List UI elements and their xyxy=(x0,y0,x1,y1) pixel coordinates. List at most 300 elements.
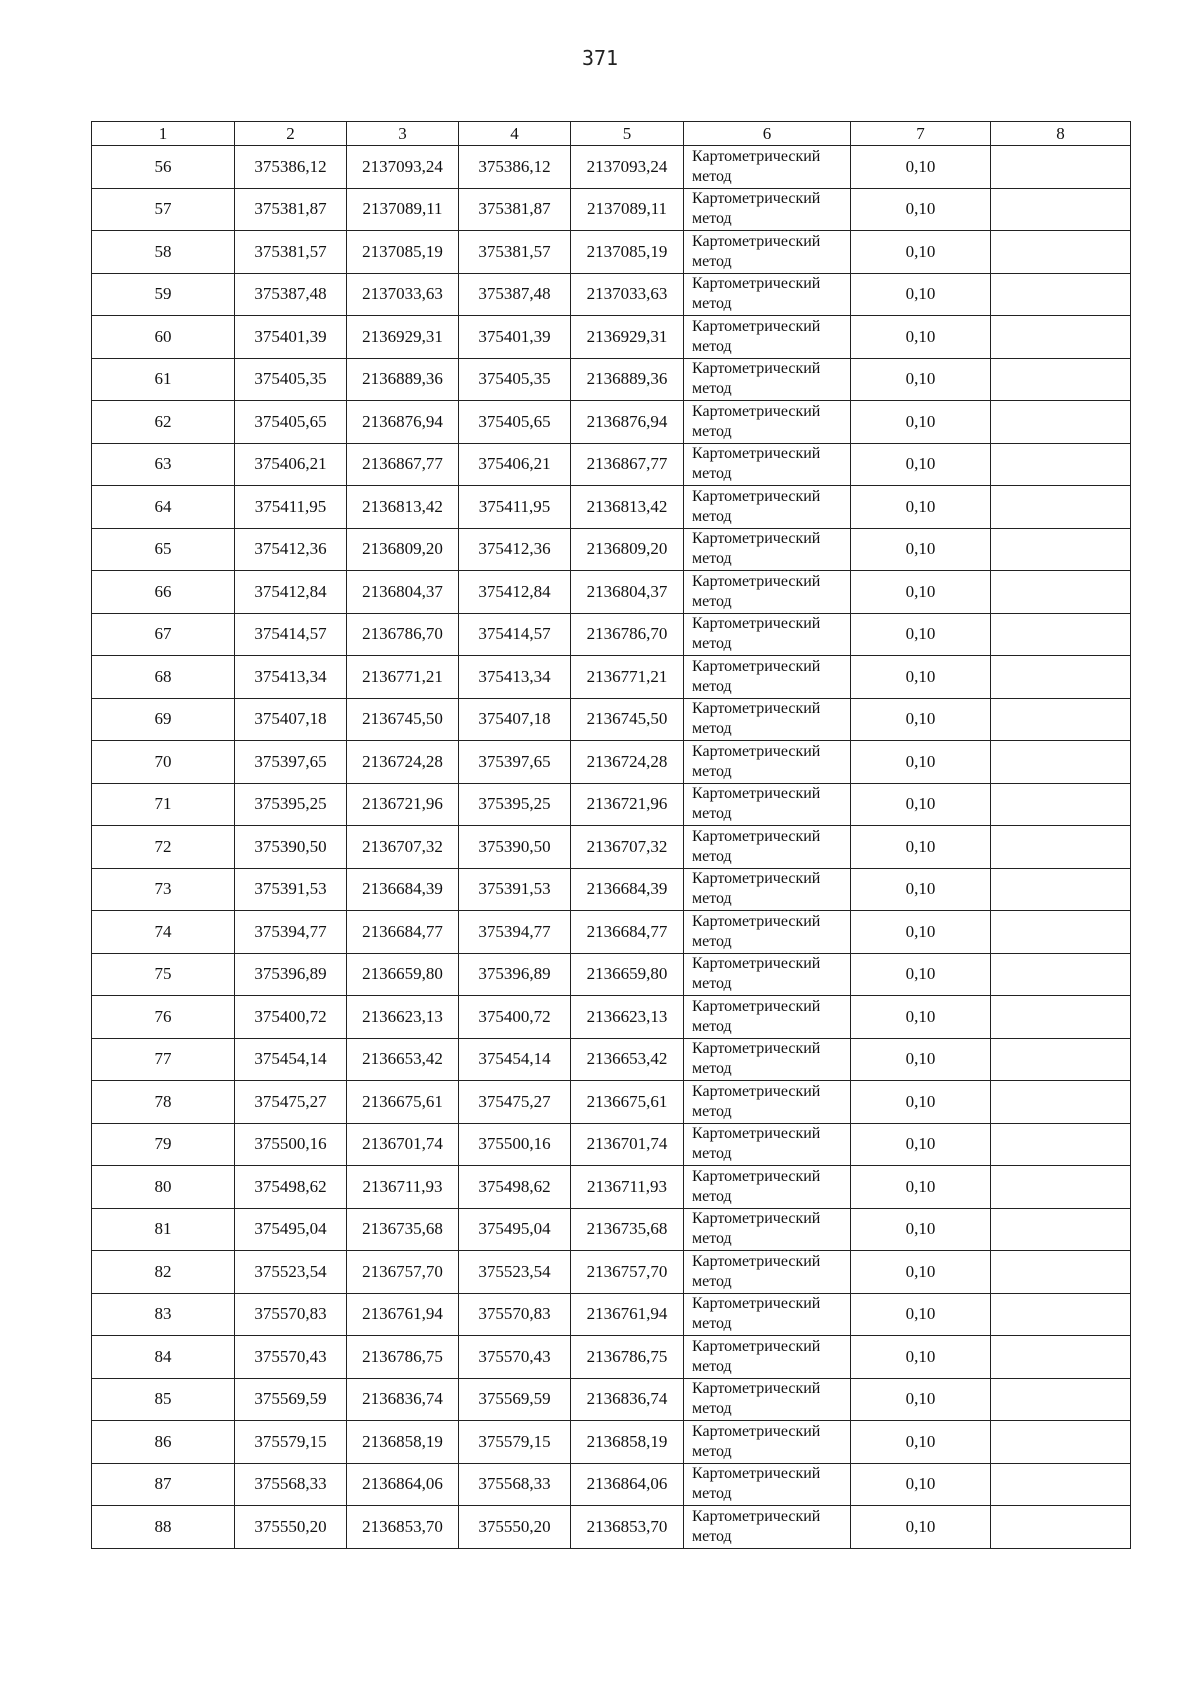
note-cell xyxy=(991,1421,1131,1464)
point-number-cell: 86 xyxy=(92,1421,235,1464)
x-coordinate-cell: 375495,04 xyxy=(235,1208,347,1251)
x-coordinate-cell: 375406,21 xyxy=(459,443,571,486)
method-cell: Картометрический метод xyxy=(684,1293,851,1336)
point-number-cell: 72 xyxy=(92,826,235,869)
x-coordinate-cell: 375569,59 xyxy=(235,1378,347,1421)
y-coordinate-cell: 2136813,42 xyxy=(571,486,684,529)
y-coordinate-cell: 2136876,94 xyxy=(571,401,684,444)
note-cell xyxy=(991,783,1131,826)
x-coordinate-cell: 375387,48 xyxy=(459,273,571,316)
y-coordinate-cell: 2136853,70 xyxy=(347,1506,459,1549)
note-cell xyxy=(991,273,1131,316)
y-coordinate-cell: 2136707,32 xyxy=(571,826,684,869)
accuracy-cell: 0,10 xyxy=(851,1166,991,1209)
y-coordinate-cell: 2136711,93 xyxy=(571,1166,684,1209)
y-coordinate-cell: 2136653,42 xyxy=(347,1038,459,1081)
y-coordinate-cell: 2136786,70 xyxy=(571,613,684,656)
x-coordinate-cell: 375475,27 xyxy=(459,1081,571,1124)
x-coordinate-cell: 375570,83 xyxy=(235,1293,347,1336)
accuracy-cell: 0,10 xyxy=(851,401,991,444)
x-coordinate-cell: 375412,36 xyxy=(459,528,571,571)
accuracy-cell: 0,10 xyxy=(851,146,991,189)
table-row xyxy=(92,1421,1131,1464)
point-number-cell: 71 xyxy=(92,783,235,826)
method-cell: Картометрический метод xyxy=(684,911,851,954)
y-coordinate-cell: 2136761,94 xyxy=(571,1293,684,1336)
y-coordinate-cell: 2136889,36 xyxy=(571,358,684,401)
table-row xyxy=(92,571,1131,614)
point-number-cell: 62 xyxy=(92,401,235,444)
column-header: 7 xyxy=(851,122,991,146)
method-cell: Картометрический метод xyxy=(684,358,851,401)
x-coordinate-cell: 375381,57 xyxy=(235,231,347,274)
point-number-cell: 87 xyxy=(92,1463,235,1506)
method-cell: Картометрический метод xyxy=(684,953,851,996)
y-coordinate-cell: 2136745,50 xyxy=(571,698,684,741)
x-coordinate-cell: 375414,57 xyxy=(459,613,571,656)
y-coordinate-cell: 2136786,70 xyxy=(347,613,459,656)
table-row xyxy=(92,911,1131,954)
y-coordinate-cell: 2136701,74 xyxy=(347,1123,459,1166)
point-number-cell: 81 xyxy=(92,1208,235,1251)
method-cell: Картометрический метод xyxy=(684,273,851,316)
point-number-cell: 60 xyxy=(92,316,235,359)
y-coordinate-cell: 2136653,42 xyxy=(571,1038,684,1081)
accuracy-cell: 0,10 xyxy=(851,1038,991,1081)
column-header: 8 xyxy=(991,122,1131,146)
point-number-cell: 83 xyxy=(92,1293,235,1336)
x-coordinate-cell: 375569,59 xyxy=(459,1378,571,1421)
method-cell: Картометрический метод xyxy=(684,1081,851,1124)
x-coordinate-cell: 375396,89 xyxy=(459,953,571,996)
x-coordinate-cell: 375570,83 xyxy=(459,1293,571,1336)
note-cell xyxy=(991,443,1131,486)
x-coordinate-cell: 375405,35 xyxy=(459,358,571,401)
accuracy-cell: 0,10 xyxy=(851,1293,991,1336)
method-cell: Картометрический метод xyxy=(684,486,851,529)
y-coordinate-cell: 2136623,13 xyxy=(347,996,459,1039)
x-coordinate-cell: 375405,35 xyxy=(235,358,347,401)
y-coordinate-cell: 2136684,77 xyxy=(571,911,684,954)
accuracy-cell: 0,10 xyxy=(851,613,991,656)
method-cell: Картометрический метод xyxy=(684,528,851,571)
accuracy-cell: 0,10 xyxy=(851,273,991,316)
method-cell: Картометрический метод xyxy=(684,1251,851,1294)
method-cell: Картометрический метод xyxy=(684,656,851,699)
x-coordinate-cell: 375411,95 xyxy=(235,486,347,529)
x-coordinate-cell: 375386,12 xyxy=(235,146,347,189)
x-coordinate-cell: 375381,87 xyxy=(459,188,571,231)
accuracy-cell: 0,10 xyxy=(851,656,991,699)
table-header-row xyxy=(92,122,1131,146)
accuracy-cell: 0,10 xyxy=(851,528,991,571)
x-coordinate-cell: 375401,39 xyxy=(459,316,571,359)
x-coordinate-cell: 375407,18 xyxy=(235,698,347,741)
table-row xyxy=(92,1378,1131,1421)
accuracy-cell: 0,10 xyxy=(851,996,991,1039)
x-coordinate-cell: 375386,12 xyxy=(459,146,571,189)
point-number-cell: 69 xyxy=(92,698,235,741)
column-header: 4 xyxy=(459,122,571,146)
note-cell xyxy=(991,1251,1131,1294)
x-coordinate-cell: 375412,36 xyxy=(235,528,347,571)
table-row xyxy=(92,358,1131,401)
x-coordinate-cell: 375550,20 xyxy=(459,1506,571,1549)
accuracy-cell: 0,10 xyxy=(851,231,991,274)
point-number-cell: 61 xyxy=(92,358,235,401)
y-coordinate-cell: 2136889,36 xyxy=(347,358,459,401)
x-coordinate-cell: 375390,50 xyxy=(459,826,571,869)
y-coordinate-cell: 2136929,31 xyxy=(571,316,684,359)
note-cell xyxy=(991,996,1131,1039)
table-row xyxy=(92,741,1131,784)
accuracy-cell: 0,10 xyxy=(851,571,991,614)
y-coordinate-cell: 2137033,63 xyxy=(347,273,459,316)
note-cell xyxy=(991,528,1131,571)
table-row xyxy=(92,528,1131,571)
table-row xyxy=(92,953,1131,996)
accuracy-cell: 0,10 xyxy=(851,1506,991,1549)
x-coordinate-cell: 375500,16 xyxy=(459,1123,571,1166)
y-coordinate-cell: 2136675,61 xyxy=(347,1081,459,1124)
x-coordinate-cell: 375579,15 xyxy=(459,1421,571,1464)
table-body xyxy=(92,146,1131,1549)
accuracy-cell: 0,10 xyxy=(851,443,991,486)
x-coordinate-cell: 375475,27 xyxy=(235,1081,347,1124)
x-coordinate-cell: 375396,89 xyxy=(235,953,347,996)
method-cell: Картометрический метод xyxy=(684,698,851,741)
y-coordinate-cell: 2136786,75 xyxy=(347,1336,459,1379)
table-row xyxy=(92,188,1131,231)
accuracy-cell: 0,10 xyxy=(851,1463,991,1506)
note-cell xyxy=(991,1166,1131,1209)
column-header: 1 xyxy=(92,122,235,146)
point-number-cell: 57 xyxy=(92,188,235,231)
x-coordinate-cell: 375568,33 xyxy=(459,1463,571,1506)
x-coordinate-cell: 375394,77 xyxy=(235,911,347,954)
method-cell: Картометрический метод xyxy=(684,316,851,359)
x-coordinate-cell: 375568,33 xyxy=(235,1463,347,1506)
point-number-cell: 78 xyxy=(92,1081,235,1124)
note-cell xyxy=(991,316,1131,359)
y-coordinate-cell: 2137089,11 xyxy=(571,188,684,231)
x-coordinate-cell: 375405,65 xyxy=(235,401,347,444)
y-coordinate-cell: 2136876,94 xyxy=(347,401,459,444)
table-row xyxy=(92,316,1131,359)
y-coordinate-cell: 2136804,37 xyxy=(347,571,459,614)
table-row xyxy=(92,613,1131,656)
y-coordinate-cell: 2136684,39 xyxy=(347,868,459,911)
y-coordinate-cell: 2136771,21 xyxy=(571,656,684,699)
table-row xyxy=(92,783,1131,826)
table-row xyxy=(92,443,1131,486)
y-coordinate-cell: 2136771,21 xyxy=(347,656,459,699)
note-cell xyxy=(991,1463,1131,1506)
x-coordinate-cell: 375407,18 xyxy=(459,698,571,741)
method-cell: Картометрический метод xyxy=(684,443,851,486)
x-coordinate-cell: 375391,53 xyxy=(459,868,571,911)
point-number-cell: 65 xyxy=(92,528,235,571)
note-cell xyxy=(991,911,1131,954)
point-number-cell: 58 xyxy=(92,231,235,274)
x-coordinate-cell: 375391,53 xyxy=(235,868,347,911)
y-coordinate-cell: 2136757,70 xyxy=(347,1251,459,1294)
y-coordinate-cell: 2136707,32 xyxy=(347,826,459,869)
table-row xyxy=(92,868,1131,911)
note-cell xyxy=(991,571,1131,614)
method-cell: Картометрический метод xyxy=(684,1166,851,1209)
y-coordinate-cell: 2137033,63 xyxy=(571,273,684,316)
table-row xyxy=(92,231,1131,274)
y-coordinate-cell: 2136809,20 xyxy=(571,528,684,571)
y-coordinate-cell: 2136858,19 xyxy=(571,1421,684,1464)
accuracy-cell: 0,10 xyxy=(851,1336,991,1379)
table-row xyxy=(92,273,1131,316)
note-cell xyxy=(991,1208,1131,1251)
y-coordinate-cell: 2136853,70 xyxy=(571,1506,684,1549)
x-coordinate-cell: 375395,25 xyxy=(459,783,571,826)
x-coordinate-cell: 375500,16 xyxy=(235,1123,347,1166)
x-coordinate-cell: 375570,43 xyxy=(235,1336,347,1379)
y-coordinate-cell: 2137085,19 xyxy=(571,231,684,274)
y-coordinate-cell: 2136721,96 xyxy=(571,783,684,826)
x-coordinate-cell: 375523,54 xyxy=(235,1251,347,1294)
table-row xyxy=(92,146,1131,189)
method-cell: Картометрический метод xyxy=(684,1463,851,1506)
table-row xyxy=(92,401,1131,444)
y-coordinate-cell: 2136867,77 xyxy=(347,443,459,486)
accuracy-cell: 0,10 xyxy=(851,358,991,401)
y-coordinate-cell: 2136721,96 xyxy=(347,783,459,826)
point-number-cell: 67 xyxy=(92,613,235,656)
accuracy-cell: 0,10 xyxy=(851,1378,991,1421)
x-coordinate-cell: 375381,87 xyxy=(235,188,347,231)
accuracy-cell: 0,10 xyxy=(851,783,991,826)
note-cell xyxy=(991,656,1131,699)
method-cell: Картометрический метод xyxy=(684,146,851,189)
note-cell xyxy=(991,1378,1131,1421)
point-number-cell: 74 xyxy=(92,911,235,954)
x-coordinate-cell: 375387,48 xyxy=(235,273,347,316)
note-cell xyxy=(991,1123,1131,1166)
y-coordinate-cell: 2136735,68 xyxy=(571,1208,684,1251)
point-number-cell: 64 xyxy=(92,486,235,529)
x-coordinate-cell: 375523,54 xyxy=(459,1251,571,1294)
y-coordinate-cell: 2136757,70 xyxy=(571,1251,684,1294)
x-coordinate-cell: 375397,65 xyxy=(459,741,571,784)
table-row xyxy=(92,1166,1131,1209)
y-coordinate-cell: 2136675,61 xyxy=(571,1081,684,1124)
point-number-cell: 59 xyxy=(92,273,235,316)
y-coordinate-cell: 2136711,93 xyxy=(347,1166,459,1209)
x-coordinate-cell: 375400,72 xyxy=(459,996,571,1039)
accuracy-cell: 0,10 xyxy=(851,486,991,529)
y-coordinate-cell: 2136858,19 xyxy=(347,1421,459,1464)
accuracy-cell: 0,10 xyxy=(851,1081,991,1124)
x-coordinate-cell: 375413,34 xyxy=(459,656,571,699)
x-coordinate-cell: 375413,34 xyxy=(235,656,347,699)
x-coordinate-cell: 375400,72 xyxy=(235,996,347,1039)
point-number-cell: 66 xyxy=(92,571,235,614)
accuracy-cell: 0,10 xyxy=(851,1123,991,1166)
table-row xyxy=(92,486,1131,529)
y-coordinate-cell: 2136659,80 xyxy=(347,953,459,996)
x-coordinate-cell: 375454,14 xyxy=(235,1038,347,1081)
accuracy-cell: 0,10 xyxy=(851,316,991,359)
column-header: 2 xyxy=(235,122,347,146)
point-number-cell: 73 xyxy=(92,868,235,911)
point-number-cell: 88 xyxy=(92,1506,235,1549)
y-coordinate-cell: 2136836,74 xyxy=(571,1378,684,1421)
table-row xyxy=(92,1293,1131,1336)
accuracy-cell: 0,10 xyxy=(851,1421,991,1464)
y-coordinate-cell: 2136864,06 xyxy=(571,1463,684,1506)
table-row xyxy=(92,1208,1131,1251)
note-cell xyxy=(991,613,1131,656)
note-cell xyxy=(991,1293,1131,1336)
accuracy-cell: 0,10 xyxy=(851,698,991,741)
table-row xyxy=(92,1506,1131,1549)
y-coordinate-cell: 2136745,50 xyxy=(347,698,459,741)
method-cell: Картометрический метод xyxy=(684,1421,851,1464)
x-coordinate-cell: 375390,50 xyxy=(235,826,347,869)
accuracy-cell: 0,10 xyxy=(851,826,991,869)
x-coordinate-cell: 375454,14 xyxy=(459,1038,571,1081)
method-cell: Картометрический метод xyxy=(684,1506,851,1549)
accuracy-cell: 0,10 xyxy=(851,1251,991,1294)
y-coordinate-cell: 2136659,80 xyxy=(571,953,684,996)
column-header: 5 xyxy=(571,122,684,146)
method-cell: Картометрический метод xyxy=(684,996,851,1039)
y-coordinate-cell: 2136724,28 xyxy=(347,741,459,784)
table-row xyxy=(92,1038,1131,1081)
method-cell: Картометрический метод xyxy=(684,401,851,444)
method-cell: Картометрический метод xyxy=(684,1208,851,1251)
x-coordinate-cell: 375412,84 xyxy=(459,571,571,614)
point-number-cell: 82 xyxy=(92,1251,235,1294)
method-cell: Картометрический метод xyxy=(684,1336,851,1379)
table-row xyxy=(92,1251,1131,1294)
table-row xyxy=(92,1336,1131,1379)
note-cell xyxy=(991,826,1131,869)
y-coordinate-cell: 2136809,20 xyxy=(347,528,459,571)
note-cell xyxy=(991,231,1131,274)
point-number-cell: 68 xyxy=(92,656,235,699)
y-coordinate-cell: 2136864,06 xyxy=(347,1463,459,1506)
x-coordinate-cell: 375498,62 xyxy=(459,1166,571,1209)
accuracy-cell: 0,10 xyxy=(851,188,991,231)
point-number-cell: 77 xyxy=(92,1038,235,1081)
x-coordinate-cell: 375570,43 xyxy=(459,1336,571,1379)
x-coordinate-cell: 375495,04 xyxy=(459,1208,571,1251)
table-row xyxy=(92,826,1131,869)
page-number: 371 xyxy=(581,46,619,70)
table-row xyxy=(92,698,1131,741)
note-cell xyxy=(991,401,1131,444)
method-cell: Картометрический метод xyxy=(684,783,851,826)
x-coordinate-cell: 375381,57 xyxy=(459,231,571,274)
table-row xyxy=(92,656,1131,699)
y-coordinate-cell: 2136929,31 xyxy=(347,316,459,359)
y-coordinate-cell: 2137093,24 xyxy=(347,146,459,189)
accuracy-cell: 0,10 xyxy=(851,1208,991,1251)
table-row xyxy=(92,1123,1131,1166)
y-coordinate-cell: 2136813,42 xyxy=(347,486,459,529)
table-row xyxy=(92,1463,1131,1506)
y-coordinate-cell: 2136724,28 xyxy=(571,741,684,784)
accuracy-cell: 0,10 xyxy=(851,953,991,996)
point-number-cell: 85 xyxy=(92,1378,235,1421)
method-cell: Картометрический метод xyxy=(684,1038,851,1081)
x-coordinate-cell: 375405,65 xyxy=(459,401,571,444)
y-coordinate-cell: 2136761,94 xyxy=(347,1293,459,1336)
note-cell xyxy=(991,358,1131,401)
note-cell xyxy=(991,486,1131,529)
method-cell: Картометрический метод xyxy=(684,1378,851,1421)
method-cell: Картометрический метод xyxy=(684,231,851,274)
point-number-cell: 56 xyxy=(92,146,235,189)
x-coordinate-cell: 375397,65 xyxy=(235,741,347,784)
note-cell xyxy=(991,1506,1131,1549)
accuracy-cell: 0,10 xyxy=(851,741,991,784)
table-row xyxy=(92,1081,1131,1124)
x-coordinate-cell: 375401,39 xyxy=(235,316,347,359)
note-cell xyxy=(991,953,1131,996)
note-cell xyxy=(991,1336,1131,1379)
x-coordinate-cell: 375498,62 xyxy=(235,1166,347,1209)
point-number-cell: 79 xyxy=(92,1123,235,1166)
table-row xyxy=(92,996,1131,1039)
x-coordinate-cell: 375411,95 xyxy=(459,486,571,529)
y-coordinate-cell: 2136836,74 xyxy=(347,1378,459,1421)
x-coordinate-cell: 375579,15 xyxy=(235,1421,347,1464)
y-coordinate-cell: 2137093,24 xyxy=(571,146,684,189)
method-cell: Картометрический метод xyxy=(684,571,851,614)
method-cell: Картометрический метод xyxy=(684,826,851,869)
y-coordinate-cell: 2136867,77 xyxy=(571,443,684,486)
column-header: 3 xyxy=(347,122,459,146)
y-coordinate-cell: 2136735,68 xyxy=(347,1208,459,1251)
note-cell xyxy=(991,1038,1131,1081)
accuracy-cell: 0,10 xyxy=(851,911,991,954)
column-header: 6 xyxy=(684,122,851,146)
x-coordinate-cell: 375414,57 xyxy=(235,613,347,656)
y-coordinate-cell: 2136804,37 xyxy=(571,571,684,614)
method-cell: Картометрический метод xyxy=(684,1123,851,1166)
method-cell: Картометрический метод xyxy=(684,741,851,784)
note-cell xyxy=(991,741,1131,784)
note-cell xyxy=(991,146,1131,189)
method-cell: Картометрический метод xyxy=(684,188,851,231)
note-cell xyxy=(991,698,1131,741)
accuracy-cell: 0,10 xyxy=(851,868,991,911)
coordinates-table xyxy=(91,121,1131,1549)
point-number-cell: 63 xyxy=(92,443,235,486)
x-coordinate-cell: 375394,77 xyxy=(459,911,571,954)
y-coordinate-cell: 2136786,75 xyxy=(571,1336,684,1379)
y-coordinate-cell: 2136684,77 xyxy=(347,911,459,954)
y-coordinate-cell: 2136623,13 xyxy=(571,996,684,1039)
y-coordinate-cell: 2136701,74 xyxy=(571,1123,684,1166)
method-cell: Картометрический метод xyxy=(684,613,851,656)
point-number-cell: 84 xyxy=(92,1336,235,1379)
method-cell: Картометрический метод xyxy=(684,868,851,911)
x-coordinate-cell: 375550,20 xyxy=(235,1506,347,1549)
point-number-cell: 80 xyxy=(92,1166,235,1209)
point-number-cell: 75 xyxy=(92,953,235,996)
x-coordinate-cell: 375412,84 xyxy=(235,571,347,614)
note-cell xyxy=(991,188,1131,231)
